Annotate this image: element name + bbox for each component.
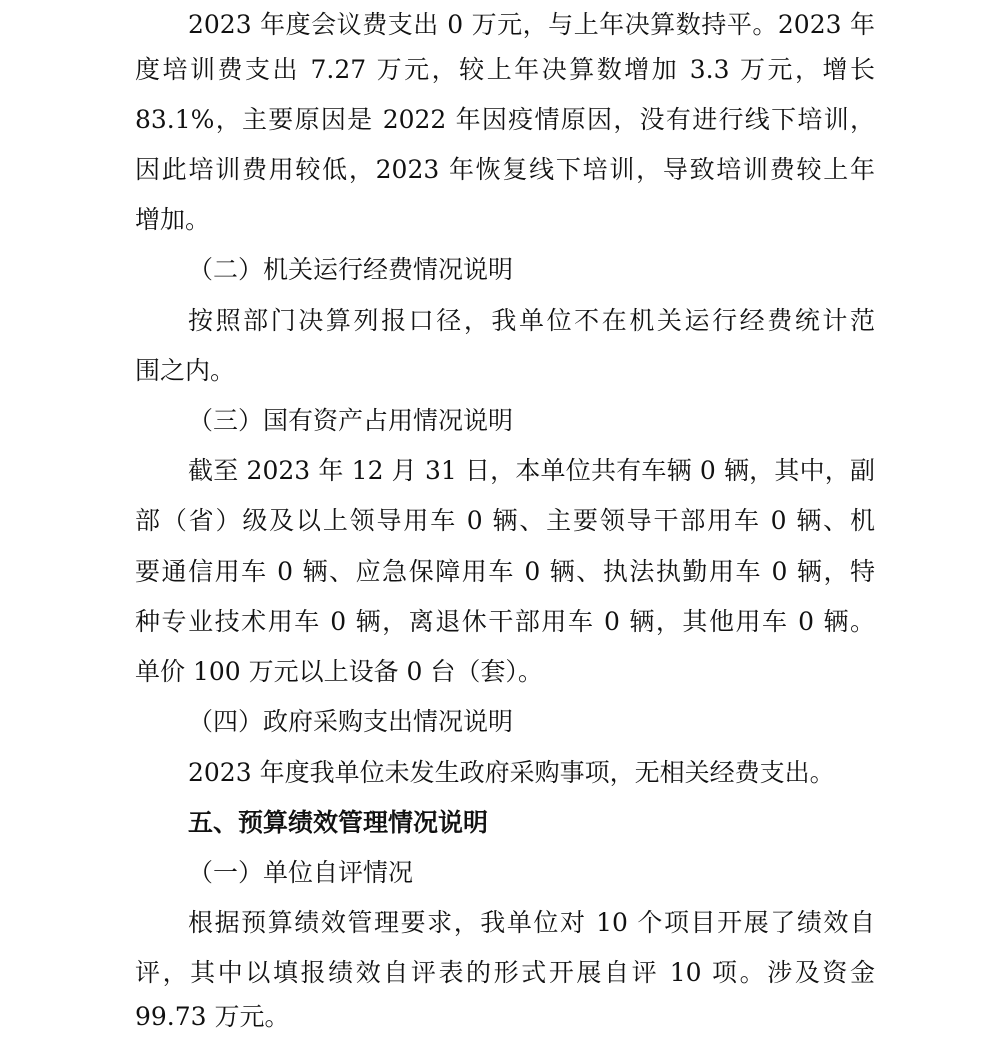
paragraph-line: 种专业技术用车 0 辆，离退休干部用车 0 辆，其他用车 0 辆。 bbox=[135, 607, 875, 636]
paragraph-line: 99.73 万元。 bbox=[135, 1002, 290, 1031]
paragraph-line: 因此培训费用较低，2023 年恢复线下培训，导致培训费较上年 bbox=[135, 155, 875, 184]
paragraph-line: 根据预算绩效管理要求，我单位对 10 个项目开展了绩效自 bbox=[188, 908, 875, 937]
paragraph-line: 2023 年度会议费支出 0 万元，与上年决算数持平。2023 年 bbox=[188, 10, 875, 39]
section-heading-5: 五、预算绩效管理情况说明 bbox=[188, 808, 489, 837]
paragraph-line: 要通信用车 0 辆、应急保障用车 0 辆、执法执勤用车 0 辆，特 bbox=[135, 557, 875, 586]
paragraph-line: 增加。 bbox=[135, 205, 211, 234]
paragraph-line: 度培训费支出 7.27 万元，较上年决算数增加 3.3 万元，增长 bbox=[135, 55, 875, 84]
section-heading-3: （三）国有资产占用情况说明 bbox=[188, 406, 514, 435]
paragraph-line: 按照部门决算列报口径，我单位不在机关运行经费统计范 bbox=[188, 306, 875, 335]
section-heading-4: （四）政府采购支出情况说明 bbox=[188, 707, 514, 736]
paragraph-line: 2023 年度我单位未发生政府采购事项，无相关经费支出。 bbox=[188, 758, 835, 787]
subsection-heading-1: （一）单位自评情况 bbox=[188, 858, 414, 887]
paragraph-line: 评，其中以填报绩效自评表的形式开展自评 10 项。涉及资金 bbox=[135, 958, 875, 987]
paragraph-line: 截至 2023 年 12 月 31 日，本单位共有车辆 0 辆，其中，副 bbox=[188, 456, 875, 485]
section-heading-2: （二）机关运行经费情况说明 bbox=[188, 255, 514, 284]
paragraph-line: 部（省）级及以上领导用车 0 辆、主要领导干部用车 0 辆、机 bbox=[135, 506, 875, 535]
paragraph-line: 围之内。 bbox=[135, 356, 236, 385]
paragraph-line: 83.1%，主要原因是 2022 年因疫情原因，没有进行线下培训， bbox=[135, 105, 875, 134]
paragraph-line: 单价 100 万元以上设备 0 台（套）。 bbox=[135, 657, 543, 686]
